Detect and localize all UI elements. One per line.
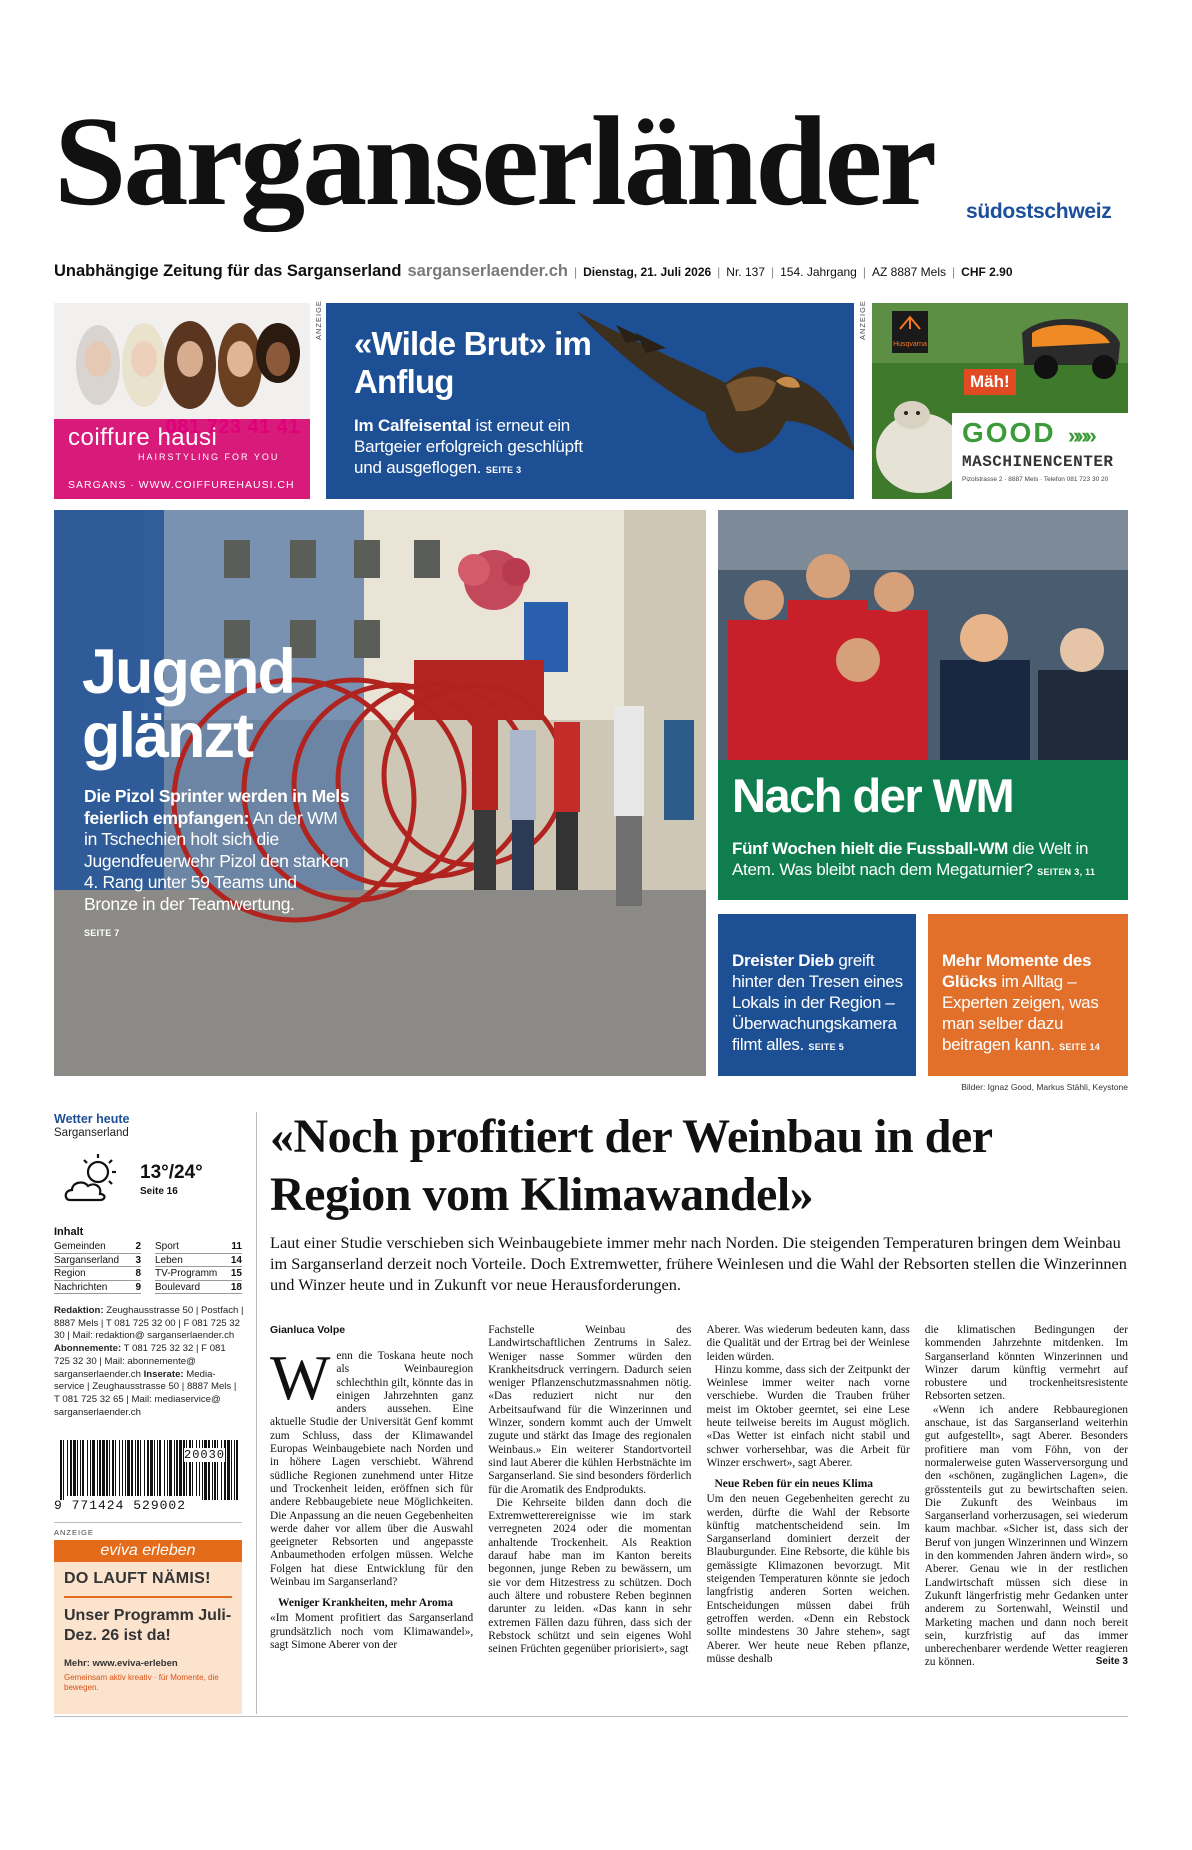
barcode-bar xyxy=(176,1440,178,1496)
barcode-bar xyxy=(167,1440,168,1496)
barcode-bar xyxy=(159,1440,161,1496)
teaser-lead: Fünf Wochen hielt die Fussball-WM die Welt in Atem. Was bleibt nach dem Megaturnier? SEITEN 3, 11 xyxy=(732,839,1096,879)
barcode-bar xyxy=(174,1440,175,1496)
separator: | xyxy=(952,265,956,279)
info-bar xyxy=(54,262,1138,284)
coiffure-footer: SARGANS · WWW.COIFFUREHAUSI.CH xyxy=(54,471,310,499)
divider xyxy=(54,1716,1128,1717)
ad-label: ANZEIGE xyxy=(314,300,323,340)
separator: | xyxy=(862,265,866,279)
barcode-bar xyxy=(140,1440,141,1496)
separator: | xyxy=(717,265,721,279)
eviva-headline: DO LAUFT NÄMIS! xyxy=(64,1570,211,1587)
table-of-contents xyxy=(54,1226,242,1294)
issue-az: AZ 8887 Mels xyxy=(871,265,947,279)
teaser-headline: Jugend glänzt xyxy=(82,637,295,771)
article-column: die klimatischen Bedingungen der kommenden Jahrzehnte mitdenken. Im Sarganserland könnten Winzerinnen und Winzer darum künftig vermehrt auf robustere und trockenheitsresistente Rebsorten setzen. «Wenn ich andere Rebbauregionen anschaue, ist das Sarganserland weiterhin gut aufgestellt», sagt Aberer. Besonders profitiere man vom Föhn, von der normalerweise guten Wasserversorgung und den «schönen, zugänglichen Lagen», die grösstenteils gut zu bewirtschaften seien. Die Zukunft des Weinbaus im Sarganserland vorherzusagen, sei wiederum kaum machbar. «Sicher ist, dass sich der Beruf von jungen Winzerinnen und Winzern in den kommenden Jahren ändern wird», so Aberer. Genau wie in der restlichen Landwirtschaft müssen sich diese in Zukunft längerfristig mehr Gedanken unter anderem zu Sortenwahl, Weinstil und Marketing machen und dann noch bereit sein, kurzfristig auf das immer unberechenbarer werdende Wetter reagieren zu können. Seite 3 xyxy=(924,1324,1128,1669)
barcode-bar xyxy=(67,1440,68,1496)
barcode-bar xyxy=(147,1440,149,1496)
eviva-program: Unser Programm Juli-Dez. 26 ist da! xyxy=(64,1607,232,1644)
teaser-headline: Nach der WM xyxy=(732,769,1014,822)
barcode-bar xyxy=(154,1440,155,1496)
weather-temperature: 13°/24° xyxy=(140,1162,203,1183)
barcode-bar xyxy=(122,1440,123,1496)
barcode-bar xyxy=(106,1440,108,1496)
barcode-bar xyxy=(179,1440,182,1496)
barcode-bar xyxy=(127,1440,130,1496)
speech-bubble: Mäh! xyxy=(964,369,1016,395)
tagline: Unabhängige Zeitung für das Sarganserland xyxy=(54,262,402,280)
good-logo: GOOD xyxy=(962,417,1056,448)
barcode-bar xyxy=(164,1440,165,1496)
article-lead: Laut einer Studie verschieben sich Weinbaugebiete immer mehr nach Norden. Die steigenden Temperaturen bringen dem Weinbau im Sarganserland derzeit noch Vorteile. Doch Extremwetter, frühere Weinlesen und die Wahl der Rebsorten stellen die Winzerinnen und Winzer heute und in Zukunft vor neue Herausforderungen. xyxy=(270,1233,1127,1294)
coiffure-slogan: HAIRSTYLING FOR YOU xyxy=(138,452,280,462)
toc-item[interactable]: TV-Programm 15 xyxy=(155,1268,242,1279)
barcode-number: 9 771424 529002 xyxy=(54,1498,187,1513)
barcode-bar xyxy=(236,1440,238,1500)
column-divider xyxy=(256,1112,257,1714)
good-address: Pizolstrasse 2 · 8887 Mels · Telefon 081 723 30 20 xyxy=(962,476,1109,483)
barcode-bar xyxy=(82,1440,84,1496)
barcode-bar xyxy=(135,1440,136,1496)
barcode-bar xyxy=(77,1440,78,1496)
teaser-momente-gluecks[interactable]: Mehr Momente des Glücks im Alltag – Experten zeigen, was man selber dazu beitragen kann. SEITE 14 xyxy=(928,914,1128,1076)
barcode-bar xyxy=(109,1440,110,1496)
toc-item[interactable]: Leben 14 xyxy=(155,1254,242,1266)
issue-number: Nr. 137 xyxy=(726,265,765,279)
barcode-bar xyxy=(80,1440,81,1496)
barcode-bar xyxy=(92,1440,95,1496)
weather-title[interactable]: Wetter heute xyxy=(54,1112,130,1126)
barcode-bar xyxy=(112,1440,114,1496)
barcode-bar xyxy=(115,1440,116,1496)
issue-volume: 154. Jahrgang xyxy=(780,265,857,279)
article-headline[interactable]: «Noch profitiert der Weinbau in der Region vom Klimawandel» xyxy=(270,1110,992,1221)
teaser-nach-der-wm[interactable] xyxy=(718,510,1128,900)
toc-item[interactable]: Region 8 xyxy=(54,1268,141,1279)
barcode-bar xyxy=(63,1440,64,1500)
teaser-lead: Im Calfeisental ist erneut ein Bartgeier erfolgreich geschlüpft und ausgeflogen. SEITE 3 xyxy=(354,416,583,477)
barcode-bar xyxy=(102,1440,105,1496)
toc-item[interactable]: Sport 11 xyxy=(155,1241,242,1252)
husqvarna-logo: Husqvarna xyxy=(892,311,928,353)
eviva-slogan: Gemeinsam aktiv kreativ · für Momente, die bewegen. xyxy=(64,1673,219,1692)
toc-item[interactable]: Boulevard 18 xyxy=(155,1281,242,1293)
ad-label: ANZEIGE xyxy=(54,1528,94,1537)
ad-coiffure-hausi[interactable] xyxy=(54,303,310,499)
toc-right-column xyxy=(155,1240,242,1294)
models-photo xyxy=(62,313,300,417)
barcode-bar xyxy=(157,1440,158,1496)
toc-item[interactable]: Sarganserland 3 xyxy=(54,1254,141,1266)
barcode-bar xyxy=(227,1440,230,1500)
barcode-bar xyxy=(70,1440,72,1496)
masthead-title: Sarganserländer xyxy=(54,92,936,232)
barcode-bar xyxy=(234,1440,235,1500)
article-author: Gianluca Volpe xyxy=(270,1324,346,1336)
issue-date: Dienstag, 21. Juli 2026 xyxy=(583,265,712,279)
barcode-bar xyxy=(131,1440,133,1496)
article-column: Aberer. Was wiederum bedeuten kann, dass die Qualität und der Ertrag bei der Weinlese leiden würden. Hinzu komme, dass sich der Zeitpunkt der Weinlese immer weiter nach vorne verschiebe. Wurden die Trauben früher meist im Oktober geerntet, sei eine Lese heute teilweise bereits im August möglich. «Das Wetter ist einfach nicht stabil und schwer vorhersehbar, was die Arbeit für Winzer erschwert», sagt Aberer. Neue Reben für ein neues Klima Um den neuen Gegebenheiten gerecht zu werden, dürfte die Wahl der Rebsorte künftig matchentscheidend sein. Im Sarganserland dominiert derzeit der Blauburgunder. Eine Rebsorte, die kühle bis gemässigte Klimazonen bevorzugt. Mit steigenden Temperaturen könnte sie jedoch langfristig anderen Sorten weichen. Entscheidungen müssen dabei früh getroffen werden. «Denn ein Rebstock sollte mindestens 30 Jahre stehen», sagt Aberer. Wer heute neue Reben pflanze, müsse deshalb xyxy=(706,1324,910,1665)
barcode-bar xyxy=(150,1440,153,1496)
continued-page-ref[interactable]: Seite 3 xyxy=(1095,1656,1128,1668)
article-subheading: Neue Reben für ein neues Klima xyxy=(714,1478,874,1491)
site-link[interactable]: sarganserlaender.ch xyxy=(407,262,568,280)
teaser-jugend-glaenzt[interactable] xyxy=(54,510,706,1076)
contact-info: Redaktion: Zeughausstrasse 50 | Postfach | 8887 Mels | T 081 725 32 00 | F 081 725 32 30 | Mail: redaktion@ sarganserlaender.ch Abonnemente: T 081 725 32 32 | F 081 725 32 30 | Mail: abonnemente@ sarganserlaender.ch Inserate: Media-service | Zeughausstrasse 50 | 8887 Mels | T 081 725 32 65 | Mail: mediaservice@ sarganserlaender.ch xyxy=(54,1305,244,1418)
barcode-bar xyxy=(73,1440,76,1496)
teaser-lead: Die Pizol Sprinter werden in Mels feierlich empfangen: An der WM in Tschechien holt sich die Jugendfeuerwehr Pizol den starken 4. Rang unter 59 Teams und Bronze in der Teamwertung. SEITE 7 xyxy=(84,786,354,945)
ad-good-maschinencenter[interactable] xyxy=(872,303,1128,499)
article-column: Fachstelle Weinbau des Landwirtschaftlichen Zentrums in Salez. Weniger nasse Sommer würden den Krankheitsdruck verringern. Dadurch seien weniger Pflanzenschutzmassnahmen nötig. «Das reduziert nicht nur den Arbeitsaufwand für die Winzerinnen und Winzer, sondern kommt auch der Umwelt zugute und stärkt das Image des regionalen Weinbaus.» Ein weiterer Standortvorteil sind laut Aberer die kühlen Herbstnächte im Sarganserland. Sie sind besonders förderlich für die Aromatik des Endprodukts. Die Kehrseite bilden dann doch die Extremwetterereignisse wie im stark verregneten 2024 oder die momentan anhaltende Trockenheit. Als Reaktion darauf habe man im Kanton bereits begonnen, junge Reben zu bewässern, um sie vor dem Hitzestress zu schützen. Doch auch ältere und robustere Reben beginnen darunter zu leiden. «Das kann in sehr extremen Fällen dazu führen, dass sich der Rebstock schützt und sein eigenes Wohl seinen Früchten gegenüber priorisiert», sagt xyxy=(488,1324,692,1656)
barcode-bar xyxy=(60,1440,62,1500)
partly-cloudy-icon xyxy=(62,1150,124,1208)
page-ref[interactable]: SEITEN 3, 11 xyxy=(1037,867,1096,877)
coiffure-phone: 081 723 41 41 xyxy=(165,416,300,438)
issue-price: CHF 2.90 xyxy=(961,265,1013,279)
weather-location: Sarganserland xyxy=(54,1127,129,1139)
separator: | xyxy=(573,265,578,279)
toc-title: Inhalt xyxy=(54,1226,84,1238)
toc-item[interactable]: Nachrichten 9 xyxy=(54,1281,141,1293)
husqvarna-icon xyxy=(898,315,922,331)
eviva-logo: eviva erleben xyxy=(54,1540,242,1562)
dropcap: W xyxy=(270,1342,331,1413)
eviva-link[interactable]: Mehr: www.eviva-erleben xyxy=(64,1658,178,1669)
article-column: Gianluca Volpe Wenn die Toskana heute noch als Weinbauregion schlechthin gilt, könnte das in einigen Jahrzehnten ganz anders aussehen. Eine aktuelle Studie der Universität Genf kommt zum Schluss, dass der Klimawandel Europas Weinbaugebiete nach Norden und in höhere Lagen verschiebt. Während südliche Regionen zunehmend unter Hitze und Trockenheit leiden, eröffnen sich für andere Rebbaugebiete neue Möglichkeiten. Die Anpassung an die neuen Gegebenheiten werde daher vor allem über die Auswahl geeigneter Rebsorten und angepasste Anbaumethoden erfolgen müssen. Welche Folgen hat diese Entwicklung für den Weinbau im Sarganserland? Weniger Krankheiten, mehr Aroma «Im Moment profitiert das Sarganserland grundsätzlich noch vom Klimawandel», sagt Simone Aberer von der xyxy=(270,1324,474,1651)
toc-item[interactable]: Gemeinden 2 xyxy=(54,1241,141,1252)
bearded-vulture-photo xyxy=(576,303,854,499)
photo-credits: Bilder: Ignaz Good, Markus Stähli, Keystone xyxy=(961,1082,1128,1092)
ad-label: ANZEIGE xyxy=(858,300,867,340)
weather-page-ref[interactable]: Seite 16 xyxy=(140,1186,178,1197)
barcode-bar xyxy=(125,1440,126,1496)
teaser-wilde-brut[interactable] xyxy=(326,303,854,499)
good-arrows: »»» xyxy=(1068,423,1093,448)
masthead-logo[interactable] xyxy=(54,92,954,232)
article-body xyxy=(270,1324,1128,1710)
divider xyxy=(64,1596,232,1598)
masthead-wordmark xyxy=(54,92,954,232)
barcode-bar xyxy=(87,1440,88,1496)
barcode-bar xyxy=(137,1440,139,1496)
separator: | xyxy=(771,265,775,279)
barcode-issue: 20030 xyxy=(184,1448,226,1462)
barcode-bar xyxy=(97,1440,98,1496)
barcode-bar xyxy=(169,1440,172,1496)
page-ref[interactable]: SEITE 5 xyxy=(808,1042,845,1052)
sidebar xyxy=(54,1112,244,1692)
page-ref[interactable]: SEITE 7 xyxy=(84,928,120,938)
brand-suedostschweiz[interactable]: südostschweiz xyxy=(966,200,1112,223)
barcode-bar xyxy=(119,1440,120,1496)
good-company: MASCHINENCENTER xyxy=(962,453,1114,471)
teaser-dreister-dieb[interactable]: Dreister Dieb greift hinter den Tresen eines Lokals in der Region – Überwachungskamera filmt alles. SEITE 5 xyxy=(718,914,916,1076)
barcode-bar xyxy=(99,1440,101,1496)
article-subheading: Weniger Krankheiten, mehr Aroma xyxy=(278,1597,454,1610)
barcode-bar xyxy=(90,1440,91,1496)
toc-left-column xyxy=(54,1240,141,1294)
coiffure-name: coiffure hausi xyxy=(68,424,218,451)
teaser-headline: «Wilde Brut» im Anflug xyxy=(354,325,592,400)
page-ref[interactable]: SEITE 3 xyxy=(485,465,522,475)
page-ref[interactable]: SEITE 14 xyxy=(1059,1042,1101,1052)
ad-eviva[interactable] xyxy=(54,1540,242,1714)
divider xyxy=(54,1522,242,1523)
barcode-bar xyxy=(231,1440,232,1500)
barcode-bar xyxy=(144,1440,145,1496)
